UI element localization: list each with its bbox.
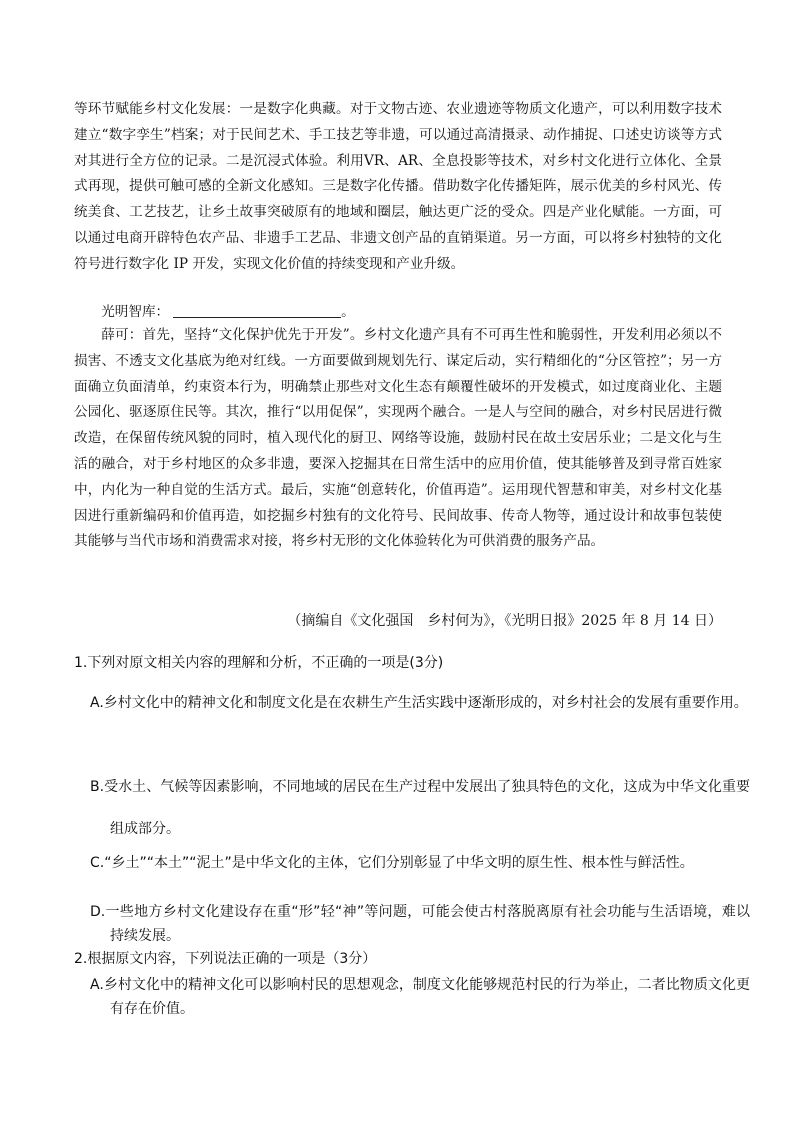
- blank-end: 。: [341, 304, 355, 320]
- passage-paragraph-2: 薛可：首先，坚持“文化保护优先于开发”。乡村文化遗产具有不可再生性和脆弱性，开发利用必须以不损害、不透支文化基底为绝对红线。一方面要做到规划先行、谋定后动，实行精细化的“分区管控”；另一方面确立负面清单，约束资本行为，明确禁止那些对文化生态有颠覆性破坏的开发模式，如过度商业化、主题公园化、驱逐原住民等。其次，推行“以用促保”，实现两个融合。一是人与空间的融合，对乡村民居进行微改造，在保留传统风貌的同时，植入现代化的厨卫、网络等设施，鼓励村民在故土安居乐业；二是文化与生活的融合，对于乡村地区的众多非遗，要深入挖掘其在日常生活中的应用价值，使其能够普及到寻常百姓家中，内化为一种自觉的生活方式。最后，实施“创意转化，价值再造”。运用现代智慧和审美，对乡村文化基因进行重新编码和价值再造，如挖掘乡村独有的文化符号、民间故事、传奇人物等，通过设计和故事包装使其能够与当代市场和消费需求对接，将乡村无形的文化体验转化为可供消费的服务产品。: [74, 327, 722, 550]
- question-1-option-a: A.乡村文化中的精神文化和制度文化是在农耕生产生活实践中逐渐形成的，对乡村社会的发展有重要作用。: [90, 695, 748, 711]
- question-1-option-d: D.一些地方乡村文化建设存在重“形”轻“神”等问题，可能会使古村落脱离原有社会功能与生活语境，难以持续发展。: [90, 904, 750, 944]
- blank-line: [74, 300, 722, 326]
- source-citation: （摘编自《文化强国 乡村何为》，《光明日报》2025 年 8 月 14 日）: [287, 613, 722, 629]
- blank-label: 光明智库：: [101, 304, 170, 320]
- question-2-stem: 2.根据原文内容，下列说法正确的一项是（3分）: [74, 951, 377, 967]
- passage-paragraph-1: 等环节赋能乡村文化发展：一是数字化典藏。对于文物古迹、农业遗迹等物质文化遗产，可以利用数字技术建立“数字孪生”档案；对于民间艺术、手工技艺等非遗，可以通过高清摄录、动作捕捉、口述史访谈等方式对其进行全方位的记录。二是沉浸式体验。利用VR、AR、全息投影等技术，对乡村文化进行立体化、全景式再现，提供可触可感的全新文化感知。三是数字化传播。借助数字化传播矩阵，展示优美的乡村风光、传统美食、工艺技艺，让乡土故事突破原有的地域和圈层，触达更广泛的受众。四是产业化赋能。一方面，可以通过电商开辟特色农产品、非遗手工艺品、非遗文创产品的直销渠道。另一方面，可以将乡村独特的文化符号进行数字化 IP 开发，实现文化价值的持续变现和产业升级。: [74, 101, 722, 272]
- question-1-stem: 1.下列对原文相关内容的理解和分析，不正确的一项是(3分): [74, 655, 444, 671]
- question-2-option-a: A.乡村文化中的精神文化可以影响村民的思想观念，制度文化能够规范村民的行为举止，二者比物质文化更有存在价值。: [90, 977, 750, 1017]
- answer-blank: [173, 303, 341, 318]
- question-1-option-b: B.受水土、气候等因素影响，不同地域的居民在生产过程中发展出了独具特色的文化，这成为中华文化重要组成部分。: [90, 779, 750, 837]
- question-1-option-c: C.“乡土”“本土”“泥土”是中华文化的主体，它们分别彰显了中华文明的原生性、根本性与鲜活性。: [90, 855, 694, 871]
